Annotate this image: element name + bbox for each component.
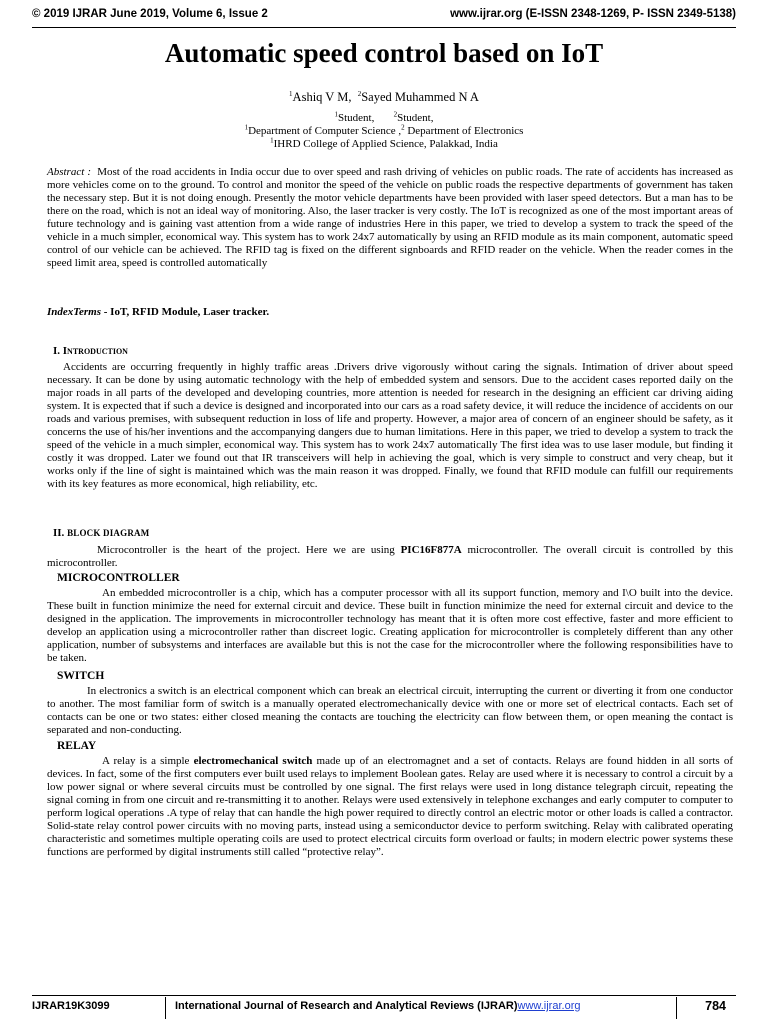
microcontroller-paragraph [47, 587, 733, 665]
inst-sup: 1 [270, 136, 274, 145]
block-diagram-text-b: microcontroller. The overall circuit is controlled by this microcontroller. [47, 544, 733, 569]
institution: IHRD College of Applied Science, Palakkad, India [273, 138, 498, 150]
index-terms [47, 306, 269, 318]
footer-rule [32, 995, 736, 996]
running-head-right: www.ijrar.org (E-ISSN 2348-1269, P- ISSN 2349-5138) [450, 8, 736, 20]
author-1-sup: 1 [289, 89, 293, 98]
role-2: Student, [397, 112, 434, 124]
author-departments [0, 125, 768, 138]
relay-text-bold: electromechanical switch [193, 755, 313, 767]
index-terms-text: - IoT, RFID Module, Laser tracker. [101, 306, 270, 318]
block-diagram-paragraph [47, 544, 733, 570]
subheading-relay: RELAY [57, 740, 97, 752]
journal-name [175, 1000, 580, 1012]
section-number: I. [53, 345, 63, 357]
author-line [0, 90, 768, 105]
header-rule [32, 27, 736, 28]
relay-text-b: made up of an electromagnet and a set of contacts. Relays are found hidden in all sorts of devices. In fact, some of the first computers ever built used relays to implement Boolean gates. Relay are used where it is necessary to control a circuit by a low power signal or where several circuits must be controlled by one signal. The first relays were used in long distance telegraph circuit, repeating the signal coming in from one circuit and re-transmitting it to another. Relays were used extensively in telephone exchanges and early computer to computer to perform logical operations .A type of relay that can handle the high power required to directly control an electric motor or other loads is called a contractor. Solid-state relay control power circuits with no moving parts, instead using a semiconductor device to perform switching. Relay with calibrated operating characteristic and sometimes multiple operating coils are used to protect electrical circuits form overload or faults; in modern electric power systems these functions are performed by digital instruments still called “protective relay”. [47, 755, 733, 858]
dept-2: Department of Electronics [404, 125, 524, 137]
section-heading-introduction [53, 345, 128, 357]
role-1: Student, [338, 112, 375, 124]
block-diagram-text-a: Microcontroller is the heart of the project. Here we are using [97, 544, 401, 556]
introduction-text: Accidents are occurring frequently in highly traffic areas .Drivers drive vigorously without caring the signals. Intimation of driver about speed necessary. It can be done by using automatic technology with the help of embedded system and sensors. Due to the accident cases reported daily on the major roads in all parts of the developed and developing countries, more attention is needed for research in the designing an efficient car driving aiding system. It is expected that if such a device is designed and incorporated into our cars as a road safety device, it will reduce the incidence of accidents on our roads and various premises, with subsequent reduction in loss of life and property. However, a major area of concern of an engineer should be safety, as it concerns the use of his/her inventions and the accompanying dangers due to human limitations. Here in this paper, we tried to develop a system to track the speed of the vehicle in a much simpler, economical way. This system has to work 24x7 automatically The first idea was to use laser module, but finding it costly it was dropped. Later we found out that IR transceivers will help in achieving the goal, which is very simple to construct and very cheap, but it works only if the line of sight is maintained which was the main reason it was dropped. Finally, we found that RFID module can fulfill our requirements with its key features as more economical, high reliability, etc. [47, 361, 733, 490]
author-institution [0, 138, 768, 151]
author-1: Ashiq V M, [292, 90, 352, 104]
page-footer [32, 1000, 736, 1016]
relay-text-a: A relay is a simple [102, 755, 194, 767]
running-head [32, 8, 736, 24]
relay-paragraph [47, 755, 733, 859]
subheading-microcontroller: MICROCONTROLLER [57, 572, 180, 584]
dept-1-sup: 1 [244, 123, 249, 132]
microcontroller-text: An embedded microcontroller is a chip, which has a computer processor with all its support function, memory and I\O built into the device. These built in function minimize the need for external circuit and device. These built in function minimize the need for external circuit and device to the designed in the application. The improvements in microcontroller technology has meant that it is often more cost effective, faster and more efficient to develop an application using a microcontroller rather than discreet logic. Creating application for microcontroller is completely different than any other application, number of subsystems and interfaces are available but this is not the case for the microcontroller where the following responsibilities have to be taken. [47, 587, 733, 664]
dept-2-sup: 2 [401, 123, 405, 132]
abstract-text: Most of the road accidents in India occur due to over speed and rash driving of vehicles on public roads. The rate of accidents has increased as more vehicles come on to the ground. To control and monitor the speed of the vehicle on public roads the respective departments of government has taken the necessary step. But it is not doing enough. Presently the motor vehicle departments have been provided with laser speed detectors. But a man has to be there on the road, which is not an ideal way of monitoring. Also, the laser tracker is very costly. The IoT is recognized as one of the most important areas of future technology and is gaining vast attention from a wide range of industries Here in this paper, we tried to develop a system to track the speed of the vehicle in a much simpler, economical way. This system has to work 24x7 automatically by using an RFID module as its main component, automatic speed control of our vehicle can be achieved. The RFID tag is fixed on the different signboards and RFID reader on the vehicle. When the reader comes in the speed limit area, speed is controlled automatically [47, 166, 733, 269]
journal-title: International Journal of Research and Analytical Reviews (IJRAR) [175, 1000, 518, 1012]
role-2-sup: 2 [393, 110, 398, 119]
switch-paragraph [47, 685, 733, 737]
author-2: Sayed Muhammed N A [361, 90, 479, 104]
section-heading-block-diagram [53, 527, 149, 539]
introduction-paragraph [47, 361, 733, 491]
abstract-label: Abstract : [47, 166, 92, 178]
paper-title: Automatic speed control based on IoT [164, 38, 604, 68]
role-1-sup: 1 [334, 110, 338, 119]
page-number: 784 [705, 999, 726, 1013]
index-terms-label: IndexTerms [47, 306, 101, 318]
section-title: Introduction [62, 345, 128, 357]
subheading-switch: SWITCH [57, 670, 105, 682]
switch-text: In electronics a switch is an electrical component which can break an electrical circuit, interrupting the current or diverting it from one conductor to another. The most familiar form of switch is a manually operated electromechanically device with one or more set of electrical contacts. Each set of contacts can be one or two states: either closed meaning the contacts are touching the electricity can flow between them, or open meaning the contact is separated and non-conducting. [47, 685, 733, 736]
author-2-sup: 2 [357, 89, 362, 98]
block-diagram-text-bold: PIC16F877A [400, 544, 462, 556]
author-roles [0, 112, 768, 125]
abstract [47, 166, 733, 270]
journal-link[interactable]: www.ijrar.org [517, 1000, 581, 1012]
dept-1: Department of Computer Science , [248, 125, 402, 137]
section-number: II. [53, 527, 68, 539]
paper-code: IJRAR19K3099 [32, 1000, 110, 1012]
running-head-left: © 2019 IJRAR June 2019, Volume 6, Issue 2 [32, 8, 268, 20]
section-title: BLOCK DIAGRAM [67, 528, 150, 538]
